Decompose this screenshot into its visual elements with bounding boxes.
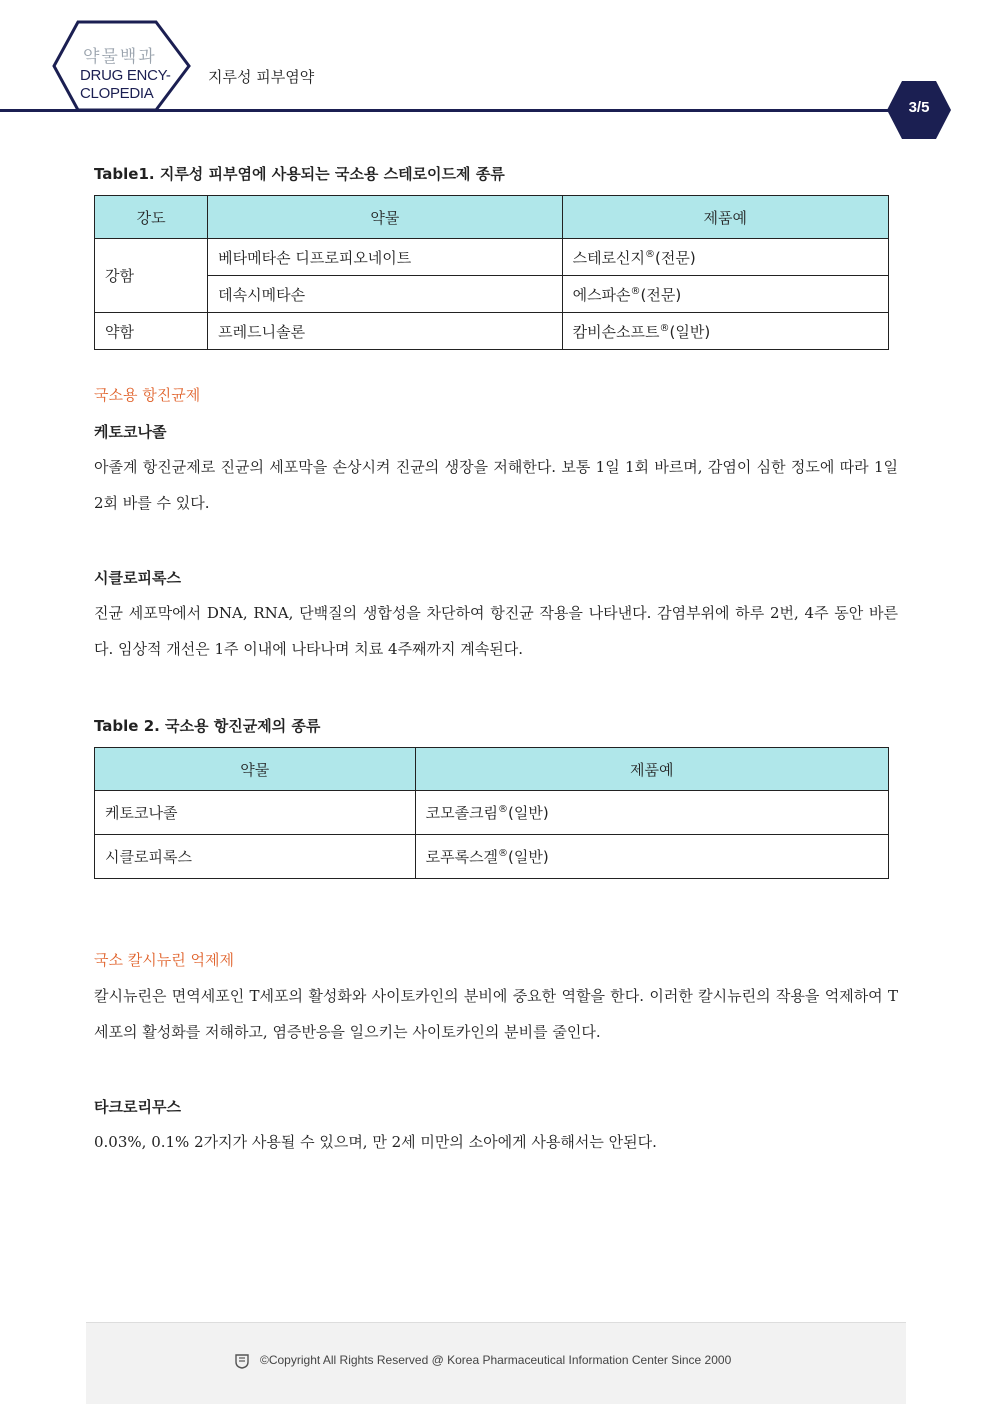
product-type: (일반) bbox=[508, 804, 549, 822]
section-title-calcineurin: 국소 칼시뉴린 억제제 bbox=[94, 951, 234, 969]
header-divider bbox=[0, 109, 900, 112]
registered-mark: ® bbox=[498, 804, 509, 815]
cell-product bbox=[562, 313, 888, 350]
product-type: (일반) bbox=[669, 322, 711, 341]
subheading-tacrolimus: 타크로리무스 bbox=[94, 1098, 181, 1116]
cell-product bbox=[415, 791, 888, 835]
product-type: (전문) bbox=[655, 248, 696, 267]
cell-drug: 베타메타손 디프로피오네이트 bbox=[208, 239, 562, 276]
cell-drug: 데속시메타손 bbox=[208, 276, 562, 313]
logo bbox=[80, 42, 190, 103]
logo-english-line1: DRUG ENCY- bbox=[80, 67, 171, 84]
table2-antifungals bbox=[94, 747, 889, 879]
emblem-icon bbox=[234, 1353, 250, 1369]
cell-strength: 강함 bbox=[95, 239, 208, 313]
paragraph-ketoconazole: 아졸계 항진균제로 진균의 세포막을 손상시켜 진균의 생장을 저해한다. 보통 1일 1회 바르며, 감염이 심한 정도에 따라 1일 2회 바를 수 있다. bbox=[94, 458, 898, 512]
table2-caption: Table 2. 국소용 항진균제의 종류 bbox=[94, 717, 321, 735]
product-name: 스테로신지 bbox=[572, 248, 646, 267]
paragraph-tacrolimus: 0.03%, 0.1% 2가지가 사용될 수 있으며, 만 2세 미만의 소아에게 사용해서는 안된다. bbox=[94, 1133, 657, 1151]
cell-product bbox=[562, 239, 888, 276]
table-row bbox=[95, 239, 889, 276]
column-header-product: 제품예 bbox=[415, 748, 888, 791]
subheading-ketoconazole: 케토코나졸 bbox=[94, 423, 167, 441]
product-type: (전문) bbox=[640, 285, 682, 304]
cell-drug: 케토코나졸 bbox=[95, 791, 416, 835]
table-row bbox=[95, 276, 889, 313]
cell-product bbox=[415, 835, 888, 879]
product-name: 캄비손소프트 bbox=[572, 322, 660, 341]
copyright-text: ©Copyright All Rights Reserved @ Korea Pharmaceutical Information Center Since 2000 bbox=[260, 1353, 732, 1367]
product-name: 로푸록스겔 bbox=[425, 848, 499, 866]
paragraph-ciclopirox: 진균 세포막에서 DNA, RNA, 단백질의 생합성을 차단하여 항진균 작용을 나타낸다. 감염부위에 하루 2번, 4주 동안 바른다. 임상적 개선은 1주 이내에 나타나며 치료 4주째까지 계속된다. bbox=[94, 604, 898, 658]
table-row bbox=[95, 791, 889, 835]
table-row bbox=[95, 313, 889, 350]
section-title-antifungal: 국소용 항진균제 bbox=[94, 386, 201, 404]
table-header-row bbox=[95, 196, 889, 239]
cell-drug: 프레드니솔론 bbox=[208, 313, 562, 350]
table1-caption: Table1. 지루성 피부염에 사용되는 국소용 스테로이드제 종류 bbox=[94, 165, 505, 183]
registered-mark: ® bbox=[659, 322, 670, 334]
registered-mark: ® bbox=[630, 285, 641, 297]
table-header-row bbox=[95, 748, 889, 791]
paragraph-calcineurin: 칼시뉴린은 면역세포인 T세포의 활성화와 사이토카인의 분비에 중요한 역할을 한다. 이러한 칼시뉴린의 작용을 억제하여 T세포의 활성화를 저해하고, 염증반응을 일으키는 사이토카인의 분비를 줄인다. bbox=[94, 987, 898, 1041]
product-type: (일반) bbox=[508, 848, 549, 866]
document-title: 지루성 피부염약 bbox=[208, 68, 315, 86]
product-name: 코모졸크림 bbox=[425, 804, 499, 822]
registered-mark: ® bbox=[645, 248, 656, 260]
table1-steroids bbox=[94, 195, 889, 350]
logo-english-line2: CLOPEDIA bbox=[80, 85, 154, 102]
registered-mark: ® bbox=[498, 848, 509, 859]
column-header-strength: 강도 bbox=[95, 196, 208, 239]
cell-product bbox=[562, 276, 888, 313]
product-name: 에스파손 bbox=[572, 285, 631, 304]
column-header-product: 제품예 bbox=[562, 196, 888, 239]
logo-korean: 약물백과 bbox=[83, 47, 157, 66]
cell-strength: 약함 bbox=[95, 313, 208, 350]
page-header bbox=[0, 0, 992, 130]
cell-drug: 시클로피록스 bbox=[95, 835, 416, 879]
subheading-ciclopirox: 시클로피록스 bbox=[94, 569, 181, 587]
page-number: 3/5 bbox=[908, 99, 930, 116]
column-header-drug: 약물 bbox=[95, 748, 416, 791]
column-header-drug: 약물 bbox=[208, 196, 562, 239]
table-row bbox=[95, 835, 889, 879]
